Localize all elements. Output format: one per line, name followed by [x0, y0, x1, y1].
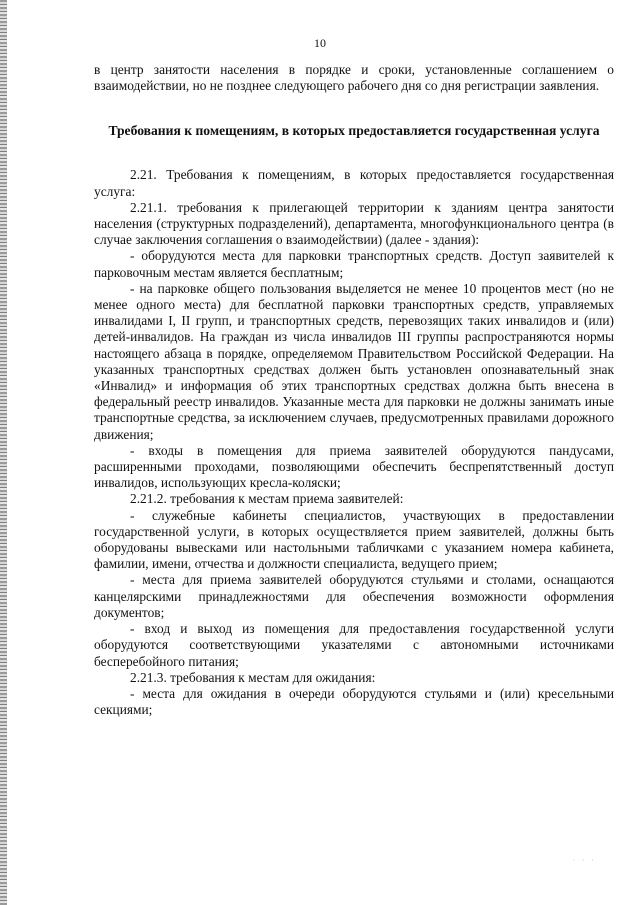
paragraph-waiting-seats: - места для ожидания в очереди оборудуются стульями и (или) кресельными секциями;: [94, 685, 614, 718]
scan-noise-marks: · · ·: [572, 855, 596, 865]
document-body: [94, 62, 614, 718]
section-heading: Требования к помещениям, в которых предоставляется государственная услуга: [108, 123, 600, 139]
paragraph-office-signs: - служебные кабинеты специалистов, участвующих в предоставлении государственной услуги, в которых осуществляется прием заявителей, должны быть оборудованы вывесками или настольными табличками с указанием номера кабинета, фамилии, имени, отчества и должности специалиста, ведущего прием;: [94, 507, 614, 572]
paragraph-2-21-1: 2.21.1. требования к прилегающей территории к зданиям центра занятости населения (структурных подразделений), департамента, многофункционального центра (в случае заключения соглашения о взаимодействии) (далее - здания):: [94, 199, 614, 248]
paragraph-parking-access: - оборудуются места для парковки транспортных средств. Доступ заявителей к парковочным местам является бесплатным;: [94, 248, 614, 280]
page-number: 10: [314, 36, 326, 50]
paragraph-entrance-signs: - вход и выход из помещения для предоставления государственной услуги оборудуются соответствующими указателями с автономными источниками бесперебойного питания;: [94, 621, 614, 669]
paragraph-disabled-parking: - на парковке общего пользования выделяется не менее 10 процентов мест (но не менее одного места) для бесплатной парковки транспортных средств, управляемых инвалидами I, II групп, и транспортных средств, перевозящих таких инвалидов и (или) детей-инвалидов. На граждан из числа инвалидов III группы распространяются нормы настоящего абзаца в порядке, определяемом Правительством Российской Федерации. На указанных транспортных средствах должен быть установлен опознавательный знак «Инвалид» и информация об этих транспортных средствах должна быть внесена в федеральный реестр инвалидов. Указанные места для парковки не должны занимать иные транспортные средства, за исключением случаев, предусмотренных правилами дорожного движения;: [94, 280, 614, 442]
paragraph-2-21-3: 2.21.3. требования к местам для ожидания:: [130, 669, 376, 685]
scan-edge-artifact: [0, 0, 7, 905]
paragraph-ramps: - входы в помещения для приема заявителей оборудуются пандусами, расширенными проходами, позволяющими обеспечить беспрепятственный доступ инвалидов, использующих кресла-коляски;: [94, 442, 614, 491]
paragraph-2-21-2: 2.21.2. требования к местам приема заявителей:: [130, 491, 404, 507]
paragraph-2-21: 2.21. Требования к помещениям, в которых предоставляется государственная услуга:: [94, 167, 614, 199]
intro-paragraph: в центр занятости населения в порядке и сроки, установленные соглашением о взаимодействии, но не позднее следующего рабочего дня со дня регистрации заявления.: [94, 62, 614, 94]
paragraph-reception-furniture: - места для приема заявителей оборудуются стульями и столами, оснащаются канцелярскими принадлежностями для обеспечения возможности оформления документов;: [94, 572, 614, 620]
